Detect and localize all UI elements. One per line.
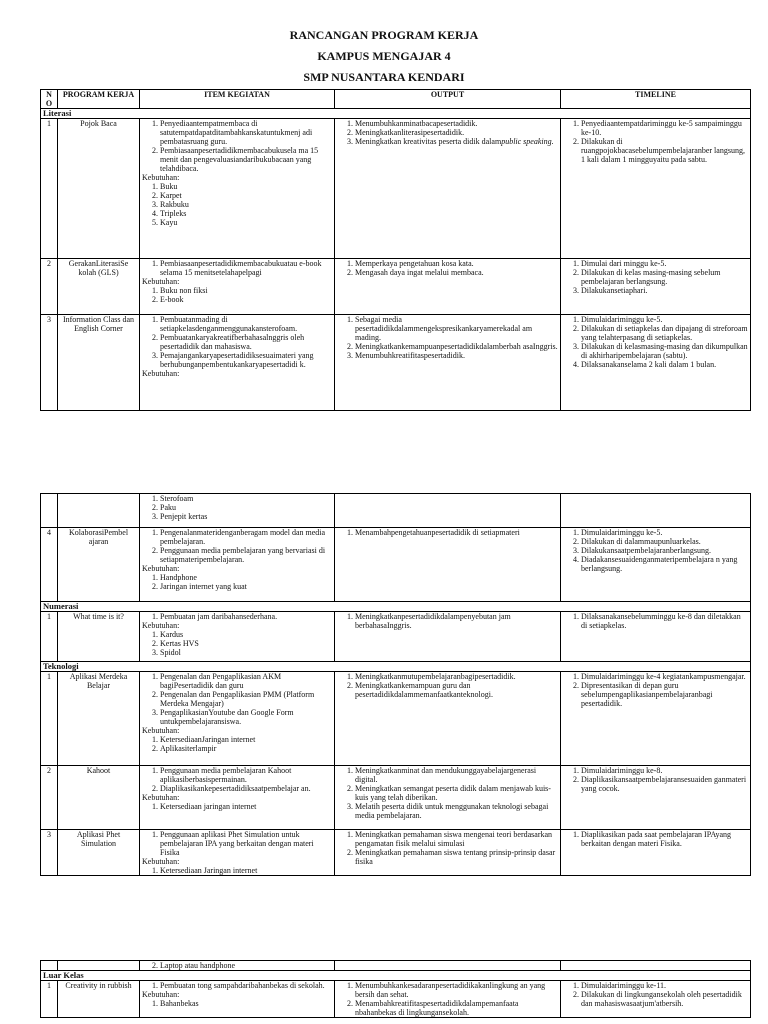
list-item: 2. Laptop atau handphone — [160, 961, 332, 970]
section-row-teknologi — [41, 662, 751, 672]
list-item: 1. Penggunaan aplikasi Phet Simulation untuk pembelajaran IPA yang berkaitan dengan materi Fisika — [160, 830, 332, 857]
program-name: Creativity in rubbish — [58, 981, 140, 1018]
list-item: 2. Diaplikasikankepesertadidiksaatpembelajar an. — [160, 784, 332, 793]
list-item: 1. Pembuatan jam daribahansederhana. — [160, 612, 332, 621]
kegiatan-cell — [140, 259, 335, 315]
list-item: 1. Pengenalan dan Pengaplikasian AKM bagiPesertadidik dan guru — [160, 672, 332, 690]
page-title: RANCANGAN PROGRAM KERJA — [289, 28, 479, 42]
column-header-kegiatan: ITEM KEGIATAN — [140, 90, 335, 109]
timeline-cell — [561, 259, 751, 315]
row-number: 3 — [41, 315, 58, 411]
column-header-no: N O — [41, 90, 58, 109]
list-item: 1. Bahanbekas — [160, 999, 332, 1008]
kebutuhan-label: Kebutuhan: — [142, 369, 180, 378]
section-label: Luar Kelas — [41, 971, 751, 981]
output-cell — [335, 612, 561, 662]
list-item: 3. Melatih peserta didik untuk menggunakan teknologi sebagai media pembelajaran. — [355, 802, 558, 820]
list-item: 4. Diadakansesuaidenganmateripembelajara n yang berlangsung. — [581, 555, 748, 573]
kegiatan-cell — [140, 672, 335, 766]
list-item: 1. Penyediaantempatmembaca di satutempatdapatditambahkanskatuntukmenj adi pembatasruang guru. — [160, 119, 332, 146]
list-item: 4. Dilaksanakanselama 2 kali dalam 1 bulan. — [581, 360, 748, 369]
list-item: 1. Dimulaidariminggu ke-11. — [581, 981, 748, 990]
output-cell — [335, 315, 561, 411]
list-item: 1. Diaplikasikan pada saat pembelajaran IPAyang berkaitan dengan materi Fisika. — [581, 830, 748, 848]
list-item: 3. Penjepit kertas — [160, 512, 332, 521]
list-item: 2. Pengenalan dan Pengaplikasian PMM (Platform Merdeka Mengajar) — [160, 690, 332, 708]
list-item: 2. Diaplikasikansaatpembelajaransesuaiden ganmateri yang cocok. — [581, 775, 748, 793]
list-item: 1. Sterofoam — [160, 494, 332, 503]
list-item: 3. Dilakukansaatpembelajaranberlangsung. — [581, 546, 748, 555]
program-name: GerakanLiterasiSe kolah (GLS) — [58, 259, 140, 315]
list-item: 1. Buku — [160, 182, 332, 191]
program-name: What time is it? — [58, 612, 140, 662]
list-item: 2. Mengasah daya ingat melalui membaca. — [355, 268, 558, 277]
list-item: 3. Rakbuku — [160, 200, 332, 209]
list-item: 1. Pembuatanmading di setiapkelasdenganmenggunakansterofoam. — [160, 315, 332, 333]
table-row — [41, 830, 751, 876]
table-row-continuation — [41, 961, 751, 971]
program-table-part-1 — [40, 89, 751, 411]
list-item: 1. Dimulaidariminggu ke-5. — [581, 315, 748, 324]
list-item: 1. Ketersediaan jaringan internet — [160, 802, 332, 811]
list-item: 2. Dilakukan di setiapkelas dan dipajang di streforoam yang telahterpasang di setiapkelas. — [581, 324, 748, 342]
list-item: 1. Penggunaan media pembelajaran Kahoot aplikasiberbasispermainan. — [160, 766, 332, 784]
program-name: Information Class dan English Corner — [58, 315, 140, 411]
row-number: 1 — [41, 119, 58, 259]
table-row — [41, 315, 751, 411]
kegiatan-cell — [140, 612, 335, 662]
section-label: Literasi — [41, 109, 751, 119]
kebutuhan-label: Kebutuhan: — [142, 990, 180, 999]
list-item: 1. Meningkatkanpesertadidikdalampenyebutan jam berbahasaInggris. — [355, 612, 558, 630]
list-item: 1. Handphone — [160, 573, 332, 582]
output-cell — [335, 766, 561, 830]
list-item: 2. Meningkatkan semangat peserta didik dalam menjawab kuis-kuis yang telah diberikan. — [355, 784, 558, 802]
kegiatan-cell — [140, 528, 335, 602]
list-item: 2. Karpet — [160, 191, 332, 200]
kebutuhan-label: Kebutuhan: — [142, 857, 180, 866]
timeline-cell — [561, 830, 751, 876]
list-item: 1. Meningkatkanmutupembelajaranbagipesertadidik. — [355, 672, 558, 681]
row-number: 2 — [41, 259, 58, 315]
list-item: 4. Tripleks — [160, 209, 332, 218]
list-item: 1. Dimulaidariminggu ke-4 kegiatankampusmengajar. — [581, 672, 748, 681]
list-item: 2. Dilakukan di ruangpojokbacasebelumpembelajaranber langsung, 1 kali dalam 1 mingguyaitu pada sabtu. — [581, 137, 748, 164]
list-item: 1. Ketersediaan Jaringan internet — [160, 866, 332, 875]
kegiatan-cell — [140, 119, 335, 259]
row-number: 1 — [41, 612, 58, 662]
list-item: 5. Kayu — [160, 218, 332, 227]
list-item — [355, 137, 558, 146]
program-name: Pojok Baca — [58, 119, 140, 259]
table-row — [41, 672, 751, 766]
page-subtitle-school: SMP NUSANTARA KENDARI — [303, 70, 465, 84]
list-item: 1. Pembuatan tong sampahdaribahanbekas di sekolah. — [160, 981, 332, 990]
list-item: 1. KetersediaanJaringan internet — [160, 735, 332, 744]
timeline-cell — [561, 612, 751, 662]
timeline-cell — [561, 528, 751, 602]
list-item: 2. Menambahkreatifitaspesertadidikdalampemanfaata nbahanbekas di lingkungansekolah. — [355, 999, 558, 1017]
list-item: 2. Penggunaan media pembelajaran yang bervariasi di setiapmateripembelajaran. — [160, 546, 332, 564]
table-row — [41, 528, 751, 602]
list-item: 1. Buku non fiksi — [160, 286, 332, 295]
kegiatan-cell — [140, 961, 335, 971]
list-item: 2. Dilakukan di lingkungansekolah oleh pesertadidik dan mahasiswasaatjum'atbersih. — [581, 990, 748, 1008]
program-name: Kahoot — [58, 766, 140, 830]
list-item: 1. Kardus — [160, 630, 332, 639]
list-item: 2. Dilakukan di dalammaupunluarkelas. — [581, 537, 748, 546]
table-row — [41, 259, 751, 315]
italic-term: public speaking. — [501, 137, 554, 146]
list-item: 1. Meningkatkan pemahaman siswa mengenai teori berdasarkan pengamatan fisik melalui simulasi — [355, 830, 558, 848]
list-item: 2. Pembiasaanpesertadidikmembacabukusela ma 15 menit dan pengevaluasiandaribukubacaan yang telahdibaca. — [160, 146, 332, 173]
table-header-row — [41, 90, 751, 109]
list-item: 3. Spidol — [160, 648, 332, 657]
table-row — [41, 612, 751, 662]
list-item: 1. Menumbuhkanminatbacapesertadidik. — [355, 119, 558, 128]
list-item: 1. Menumbuhkankesadaranpesertadidikakanlingkung an yang bersih dan sehat. — [355, 981, 558, 999]
output-cell — [335, 528, 561, 602]
timeline-cell — [561, 672, 751, 766]
list-item: 1. Meningkatkanminat dan mendukunggayabelajargenerasi digital. — [355, 766, 558, 784]
row-number: 3 — [41, 830, 58, 876]
row-number: 2 — [41, 766, 58, 830]
kegiatan-cell — [140, 830, 335, 876]
program-table-part-3 — [40, 960, 751, 1018]
list-item: 3. Dilakukansetiaphari. — [581, 286, 748, 295]
section-label: Numerasi — [41, 602, 751, 612]
column-header-program: PROGRAM KERJA — [58, 90, 140, 109]
program-name: KolaborasiPembel ajaran — [58, 528, 140, 602]
table-row — [41, 766, 751, 830]
section-row-numerasi — [41, 602, 751, 612]
list-item: 2. Kertas HVS — [160, 639, 332, 648]
kegiatan-cell — [140, 766, 335, 830]
list-item: 2. Meningkatkan pemahaman siswa tentang prinsip-prinsip dasar fisika — [355, 848, 558, 866]
kebutuhan-label: Kebutuhan: — [142, 277, 180, 286]
table-row — [41, 119, 751, 259]
row-number: 1 — [41, 981, 58, 1018]
list-item: 3. Pemajangankaryapesertadidiksesuaimateri yang berhubunganpembentukankaryapesertadidi k. — [160, 351, 332, 369]
list-item: 1. Dimulaidariminggu ke-8. — [581, 766, 748, 775]
list-item: 1. Penyediaantempatdariminggu ke-5 sampaiminggu ke-10. — [581, 119, 748, 137]
column-header-timeline: TIMELINE — [561, 90, 751, 109]
list-item: 2. Pembuatankaryakreatifberbahasalnggris oleh pesertadidik dan mahasiswa. — [160, 333, 332, 351]
program-name: Aplikasi Phet Simulation — [58, 830, 140, 876]
output-cell — [335, 259, 561, 315]
timeline-cell — [561, 981, 751, 1018]
section-label: Teknologi — [41, 662, 751, 672]
row-number: 1 — [41, 672, 58, 766]
timeline-cell — [561, 119, 751, 259]
list-item: 3. Dilakukan di kelasmasing-masing dan dikumpulkan di akhirharipembelajaran (sabtu). — [581, 342, 748, 360]
kebutuhan-label: Kebutuhan: — [142, 621, 180, 630]
kegiatan-cell — [140, 494, 335, 528]
list-item: 2. Jaringan internet yang kuat — [160, 582, 332, 591]
kegiatan-cell — [140, 315, 335, 411]
list-item: 1. Dimulaidariminggu ke-5. — [581, 528, 748, 537]
timeline-cell — [561, 315, 751, 411]
section-row-luar-kelas — [41, 971, 751, 981]
kebutuhan-label: Kebutuhan: — [142, 564, 180, 573]
list-item: 3. Menumbuhkreatifitaspesertadidik. — [355, 351, 558, 360]
column-header-output: OUTPUT — [335, 90, 561, 109]
list-item: 2. E-book — [160, 295, 332, 304]
program-name: Aplikasi Merdeka Belajar — [58, 672, 140, 766]
list-item: 2. Meningkatkankemampuan guru dan pesertadidikdalammemanfaatkanteknologi. — [355, 681, 558, 699]
kebutuhan-label: Kebutuhan: — [142, 793, 180, 802]
list-item: 1. Pembiasaanpesertadidikmembacabukuatau e-book selama 15 menitsetelahapelpagi — [160, 259, 332, 277]
list-item: 2. Dipresentasikan di depan guru sebelumpengaplikasianpembelajaranbagi pesertadidik. — [581, 681, 748, 708]
row-number: 4 — [41, 528, 58, 602]
list-item: 2. Paku — [160, 503, 332, 512]
output-cell — [335, 672, 561, 766]
kegiatan-cell — [140, 981, 335, 1018]
list-item: 2. Meningkatkankemampuanpesertadidikdalamberbah asaInggris. — [355, 342, 558, 351]
table-row — [41, 981, 751, 1018]
kebutuhan-label: Kebutuhan: — [142, 726, 180, 735]
list-item: 1. Dilaksanakansebelumminggu ke-8 dan diletakkan di setiapkelas. — [581, 612, 748, 630]
list-item: 1. Dimulai dari minggu ke-5. — [581, 259, 748, 268]
list-item: 1. Sebagai media pesertadidikdalammengekspresikankaryamerekadal am mading. — [355, 315, 558, 342]
timeline-cell — [561, 766, 751, 830]
list-item: 1. Memperkaya pengetahuan kosa kata. — [355, 259, 558, 268]
list-item: 2. Dilakukan di kelas masing-masing sebelum pembelajaran berlangsung. — [581, 268, 748, 286]
program-table-part-2 — [40, 493, 751, 876]
page-subtitle-program: KAMPUS MENGAJAR 4 — [317, 49, 451, 63]
section-row-literasi — [41, 109, 751, 119]
list-item: 1. Pengenalanmateridenganberagam model dan media pembelajaran. — [160, 528, 332, 546]
kebutuhan-label: Kebutuhan: — [142, 173, 180, 182]
output-cell — [335, 981, 561, 1018]
list-item: 2. Meningkatkanliterasipesertadidik. — [355, 128, 558, 137]
list-item: 3. PengaplikasianYoutube dan Google Form untukpembelajaransiswa. — [160, 708, 332, 726]
list-item: 1. Menambahpengetahuanpesertadidik di setiapmateri — [355, 528, 558, 537]
list-item-text: Meningkatkan kreativitas peserta didik dalam — [355, 137, 502, 146]
list-item: 2. Aplikasiterlampir — [160, 744, 332, 753]
output-cell — [335, 830, 561, 876]
table-row-continuation — [41, 494, 751, 528]
output-cell — [335, 119, 561, 259]
